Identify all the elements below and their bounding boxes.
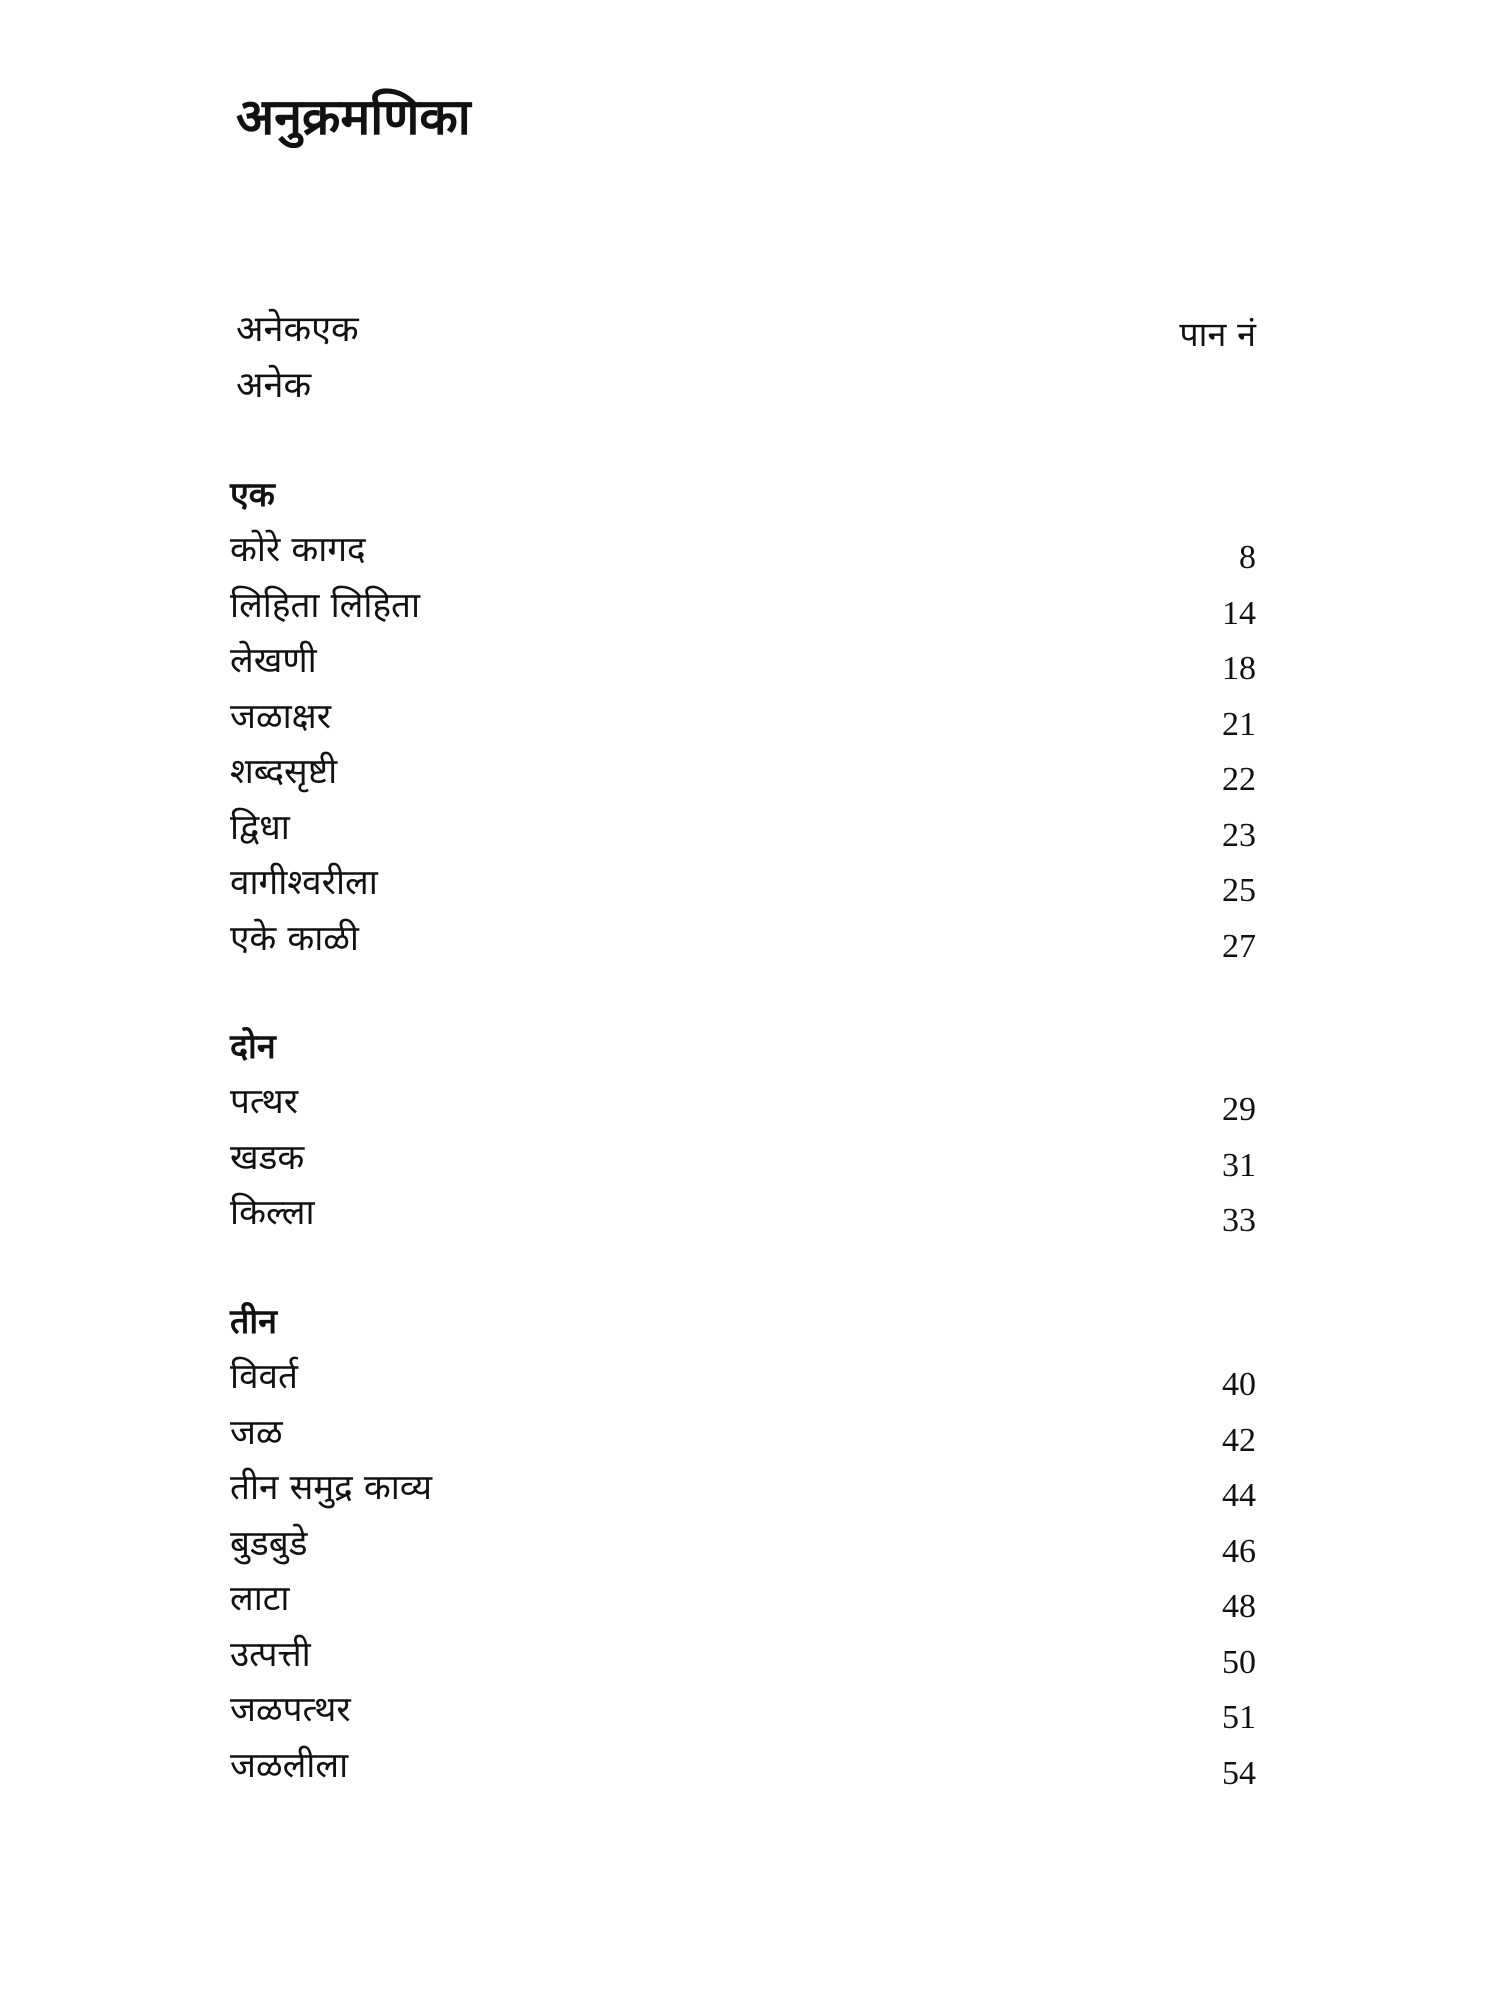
toc-entry[interactable]	[230, 1579, 1256, 1638]
toc-entry[interactable]	[230, 1634, 1256, 1694]
entry-page-number: 29	[1222, 1091, 1256, 1128]
entry-title: द्विधा	[230, 807, 290, 848]
entry-page-number: 50	[1222, 1643, 1256, 1681]
toc-entry[interactable]	[230, 696, 1256, 756]
page-title: अनुक्रमणिका	[236, 88, 471, 146]
toc-entry[interactable]	[230, 1523, 1256, 1583]
header-line-1: अनेकएक	[236, 309, 359, 350]
section-heading: तीन	[230, 1302, 278, 1342]
entry-page-number: 44	[1222, 1477, 1256, 1514]
page-number-column-label: पान नं	[1179, 315, 1256, 355]
entry-title: शब्दसृष्टी	[230, 752, 338, 792]
toc-entry[interactable]	[230, 752, 1256, 811]
entry-page-number: 8	[1239, 539, 1256, 576]
entry-title: पत्थर	[230, 1082, 299, 1122]
entry-title: लाटा	[230, 1579, 290, 1619]
toc-entry[interactable]	[230, 585, 1256, 645]
entry-page-number: 14	[1222, 594, 1256, 632]
toc-entry[interactable]	[230, 1082, 1256, 1141]
toc-entry[interactable]	[230, 1690, 1256, 1749]
toc-entry[interactable]	[230, 863, 1256, 922]
entry-page-number: 51	[1222, 1699, 1256, 1736]
toc-entry[interactable]	[230, 807, 1256, 867]
entry-page-number: 21	[1222, 705, 1256, 743]
toc-section-3	[230, 1302, 1256, 1804]
entry-title: वागीश्वरीला	[230, 863, 378, 903]
entry-page-number: 40	[1222, 1366, 1256, 1403]
toc-entry[interactable]	[230, 1137, 1256, 1197]
entry-title: जळपत्थर	[230, 1690, 351, 1730]
entry-title: लिहिता लिहिता	[230, 585, 421, 626]
entry-title: लेखणी	[230, 641, 317, 681]
entry-page-number: 27	[1222, 927, 1256, 965]
entry-page-number: 54	[1222, 1754, 1256, 1792]
section-heading: एक	[230, 475, 275, 515]
toc-entry[interactable]	[230, 641, 1256, 700]
entry-title: एके काळी	[230, 918, 359, 959]
toc-section-2	[230, 1027, 1256, 1252]
entry-page-number: 33	[1222, 1202, 1256, 1239]
toc-entry[interactable]	[230, 1468, 1256, 1527]
toc-entry[interactable]	[230, 530, 1256, 589]
toc-section-1	[230, 475, 1256, 977]
entry-title: उत्पत्ती	[230, 1634, 311, 1675]
toc-entry[interactable]	[230, 1357, 1256, 1416]
entry-page-number: 18	[1222, 650, 1256, 687]
header-line-2: अनेक	[236, 365, 312, 406]
entry-title: बुडबुडे	[230, 1523, 308, 1564]
entry-page-number: 23	[1222, 816, 1256, 854]
entry-title: जळ	[230, 1412, 283, 1453]
entry-title: जळलीला	[230, 1745, 349, 1786]
entry-title: विवर्त	[230, 1357, 298, 1397]
entry-page-number: 31	[1222, 1146, 1256, 1184]
section-heading: दोन	[230, 1027, 276, 1067]
toc-entry[interactable]	[230, 1193, 1256, 1252]
entry-title: तीन समुद्र काव्य	[230, 1468, 433, 1508]
entry-title: किल्ला	[230, 1193, 315, 1233]
toc-entry[interactable]	[230, 1745, 1256, 1805]
entry-title: जळाक्षर	[230, 696, 332, 737]
entry-page-number: 42	[1222, 1421, 1256, 1459]
entry-page-number: 22	[1222, 761, 1256, 798]
toc-header	[236, 309, 1256, 422]
entry-page-number: 25	[1222, 872, 1256, 909]
toc-entry[interactable]	[230, 1412, 1256, 1472]
entry-page-number: 48	[1222, 1588, 1256, 1625]
entry-title: कोरे कागद	[230, 530, 366, 570]
entry-page-number: 46	[1222, 1532, 1256, 1570]
toc-entry[interactable]	[230, 918, 1256, 978]
entry-title: खडक	[230, 1137, 305, 1178]
